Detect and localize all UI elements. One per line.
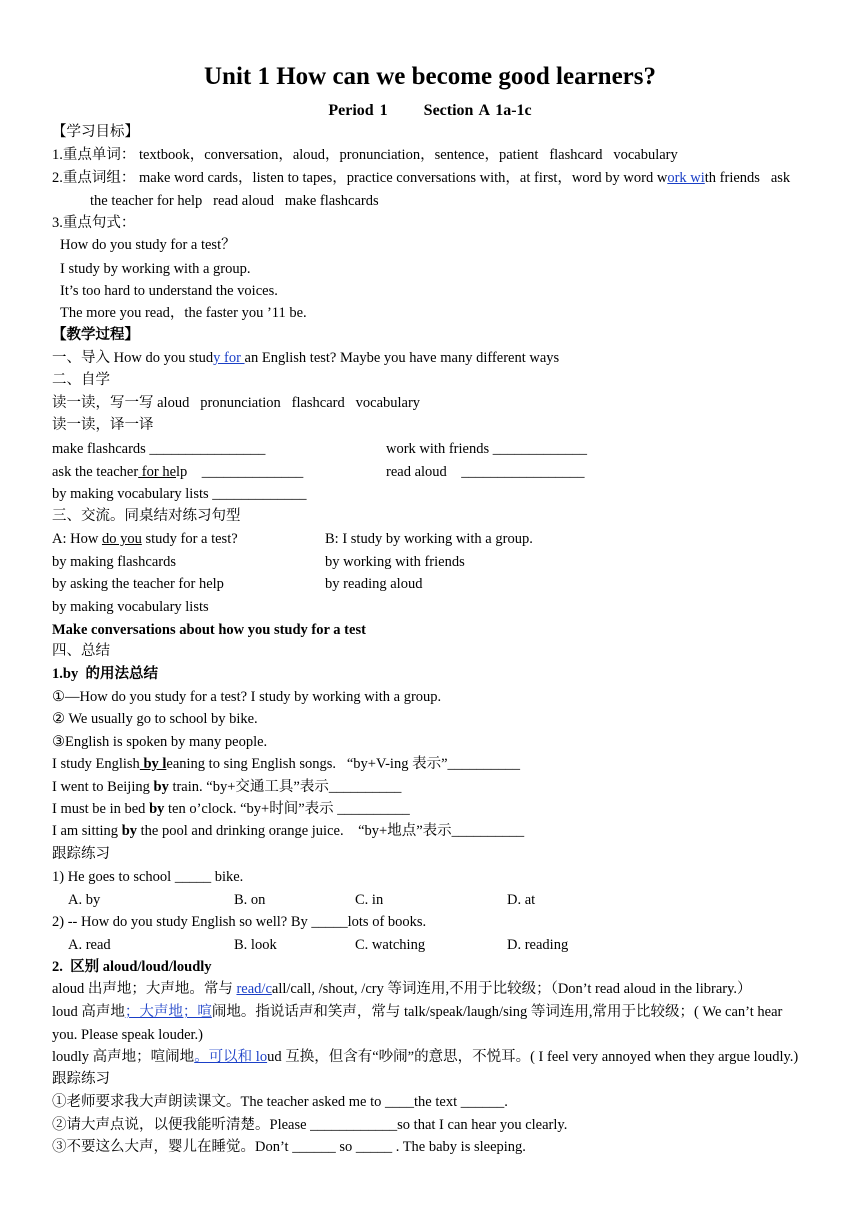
phrase-blank: ask the teacher for help ______________ [52, 464, 304, 480]
make-conversations-line: Make conversations about how you study for a test [52, 622, 366, 638]
loudly-definition: loudly 高声地；喧闹地。可以和 loud 互换，但含有“吵闹”的意思，不悦耳。( I feel very annoyed when they argue loudly.) [52, 1049, 799, 1065]
key-phrases-line-continued: the teacher for help read aloud make flashcards [90, 193, 379, 209]
phrase-blank: make flashcards ________________ [52, 441, 266, 457]
by-example: ③English is spoken by many people. [52, 734, 268, 750]
by-rule-line: I am sitting by the pool and drinking orange juice. “by+地点”表示__________ [52, 823, 525, 839]
by-rule-line: I must be in bed by ten o’clock. “by+时间”表示 __________ [52, 801, 410, 817]
answer-option: D. at [507, 892, 536, 908]
question: 1) He goes to school _____ bike. [52, 869, 244, 885]
read-translate-line: 读一读，译一译 [52, 417, 154, 433]
answer-option: A. read [68, 937, 111, 953]
intro-line: 一、导入 How do you study for an English test? Maybe you have many different ways [52, 350, 560, 366]
loud-definition: loud 高声地；大声地；喧闹地。指说话声和笑声，常与 talk/speak/laugh/sing 等词连用,常用于比较级；( We can’t hear [52, 1004, 783, 1020]
pattern-option: by making vocabulary lists [52, 599, 209, 615]
translation-exercise: ③不要这么大声，婴儿在睡觉。Don’t ______ so _____ . The baby is sleeping. [52, 1139, 526, 1155]
key-sentence: How do you study for a test？ [60, 237, 236, 253]
key-sentences-heading: 3.重点句式： [52, 215, 136, 231]
pattern-option: by making flashcards [52, 554, 177, 570]
key-sentence: I study by working with a group. [60, 261, 251, 277]
hyperlink-text[interactable]: ork wi [667, 170, 705, 186]
practice-heading: 跟踪练习 [52, 1071, 110, 1087]
page-title: Unit 1 How can we become good learners? [203, 63, 656, 90]
read-write-line: 读一读，写一写 aloud pronunciation flashcard vocabulary [52, 395, 421, 411]
self-study-heading: 二、自学 [52, 372, 110, 388]
aloud-definition: aloud 出声地；大声地。常与 read/call/call, /shout, /cry 等词连用,不用于比较级；（Don’t read aloud in the library.） [52, 981, 752, 997]
process-heading: 【教学过程】 [52, 327, 139, 343]
aloud-loud-heading: 2. 区别 aloud/loud/loudly [52, 959, 212, 975]
dialogue-b: B: I study by working with a group. [325, 531, 533, 547]
hyperlink-text[interactable]: read/c [236, 981, 272, 997]
phrase-blank: by making vocabulary lists _____________ [52, 486, 307, 502]
objectives-heading: 【学习目标】 [52, 124, 139, 140]
question: 2) -- How do you study English so well? By _____lots of books. [52, 914, 427, 930]
translation-exercise: ①老师要求我大声朗读课文。The teacher asked me to ____the text ______. [52, 1094, 508, 1110]
answer-option: B. on [234, 892, 266, 908]
dialogue-a: A: How do you study for a test? [52, 531, 238, 547]
key-sentence: The more you read，the faster you ’11 be. [60, 305, 307, 321]
exchange-heading: 三、交流。同桌结对练习句型 [52, 508, 241, 524]
hyperlink-text[interactable]: ；大声地；喧 [124, 1004, 212, 1020]
answer-option: A. by [68, 892, 101, 908]
pattern-option: by reading aloud [325, 576, 423, 592]
key-sentence: It’s too hard to understand the voices. [60, 283, 278, 299]
page-subtitle: Period 1 Section A 1a-1c [328, 102, 532, 119]
answer-option: C. watching [355, 937, 426, 953]
phrase-blank: read aloud _________________ [386, 464, 585, 480]
answer-option: C. in [355, 892, 384, 908]
by-example: ② We usually go to school by bike. [52, 711, 258, 727]
pattern-option: by asking the teacher for help [52, 576, 224, 592]
phrase-blank: work with friends _____________ [386, 441, 587, 457]
answer-option: B. look [234, 937, 277, 953]
pattern-option: by working with friends [325, 554, 465, 570]
key-words-line: 1.重点单词： textbook，conversation，aloud，pronunciation，sentence，patient flashcard vocabulary [52, 147, 678, 163]
answer-option: D. reading [507, 937, 569, 953]
by-usage-heading: 1.by 的用法总结 [52, 666, 158, 682]
key-phrases-line: 2.重点词组： make word cards，listen to tapes，practice conversations with，at first，word by word work with friends ask [52, 170, 791, 186]
loud-definition-continued: you. Please speak louder.) [52, 1027, 204, 1043]
hyperlink-text[interactable]: y for [213, 350, 245, 366]
summary-heading: 四、总结 [52, 643, 110, 659]
practice-heading: 跟踪练习 [52, 846, 110, 862]
by-example: ①—How do you study for a test? I study by working with a group. [52, 689, 442, 705]
translation-exercise: ②请大声点说，以便我能听清楚。Please ____________so that I can hear you clearly. [52, 1117, 568, 1133]
by-rule-line: I went to Beijing by train. “by+交通工具”表示__________ [52, 779, 402, 795]
by-rule-line: I study English by leaning to sing English songs. “by+V-ing 表示”__________ [52, 756, 521, 772]
hyperlink-text[interactable]: 。可以和 lo [194, 1049, 268, 1065]
